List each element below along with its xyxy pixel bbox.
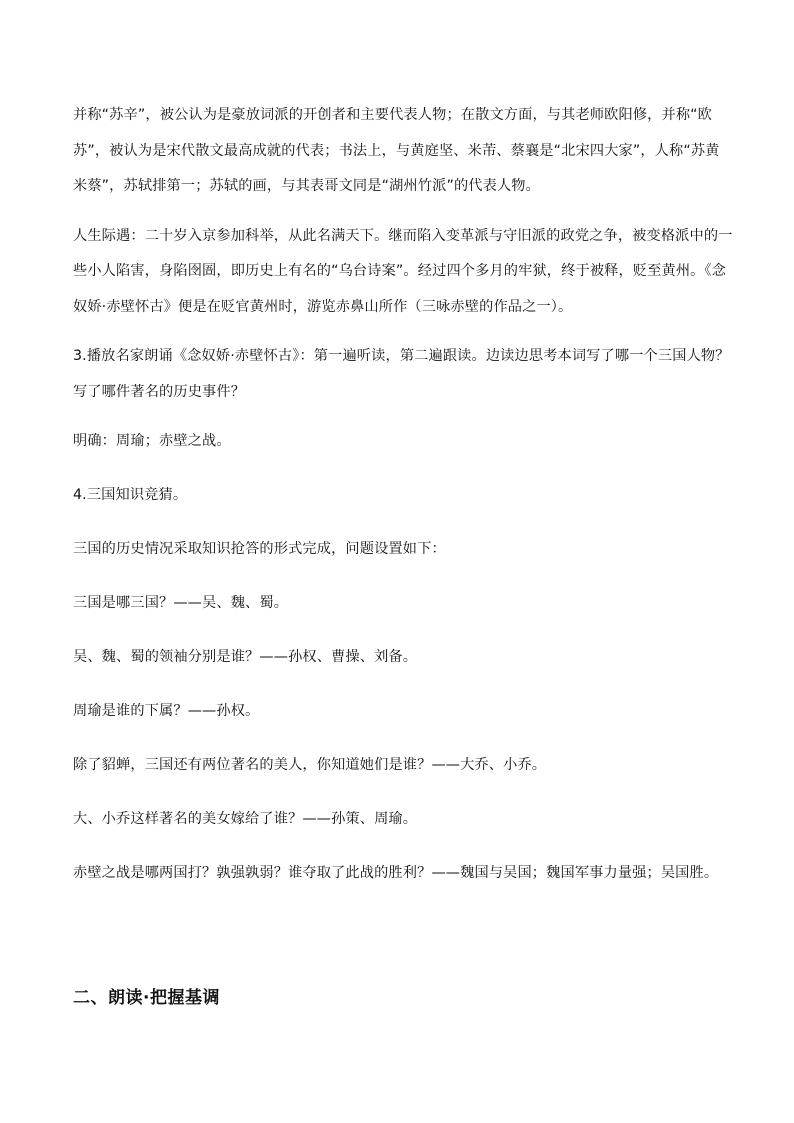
section-heading: 二、朗读·把握基调	[73, 988, 220, 1008]
quiz-item-3: 周瑜是谁的下属？——孙权。	[73, 703, 260, 719]
paragraph-quiz-title: 4.三国知识竞猜。	[73, 487, 188, 503]
quiz-item-2: 吴、魏、蜀的领袖分别是谁？——孙权、曹操、刘备。	[73, 649, 418, 665]
document-body	[73, 98, 733, 910]
quiz-item-6: 赤壁之战是哪两国打？孰强孰弱？谁夺取了此战的胜利？——魏国与吴国；魏国军事力量强；吴国胜。	[73, 865, 719, 881]
paragraph-quiz-intro: 三国的历史情况采取知识抢答的形式完成，问题设置如下：	[73, 541, 446, 557]
paragraph-life-experience: 人生际遇：二十岁入京参加科举，从此名满天下。继而陷入变革派与守旧派的政党之争，被变格派中的一些小人陷害，身陷囹圄，即历史上有名的“乌台诗案”。经过四个多月的牢狱，终于被释，贬至黄州。《念奴娇·赤壁怀古》便是在贬官黄州时，游览赤鼻山所作（三咏赤壁的作品之一）。	[73, 227, 733, 315]
quiz-item-1: 三国是哪三国？——吴、魏、蜀。	[73, 595, 289, 611]
paragraph-answer: 明确：周瑜；赤壁之战。	[73, 433, 231, 449]
paragraph-su-shi-achievements: 并称“苏辛”，被公认为是豪放词派的开创者和主要代表人物；在散文方面，与其老师欧阳修，并称“欧苏”，被认为是宋代散文最高成就的代表；书法上，与黄庭坚、米芾、蔡襄是“北宋四大家”，人称“苏黄米蔡”，苏轼排第一；苏轼的画，与其表哥文同是“湖州竹派”的代表人物。	[73, 107, 720, 194]
quiz-item-5: 大、小乔这样著名的美女嫁给了谁？——孙策、周瑜。	[73, 811, 418, 827]
quiz-item-4: 除了貂蝉，三国还有两位著名的美人，你知道她们是谁？——大乔、小乔。	[73, 757, 547, 773]
paragraph-recitation-task: 3.播放名家朗诵《念奴娇·赤壁怀古》：第一遍听读，第二遍跟读。边读边思考本词写了哪一个三国人物？写了哪件著名的历史事件？	[73, 348, 730, 400]
